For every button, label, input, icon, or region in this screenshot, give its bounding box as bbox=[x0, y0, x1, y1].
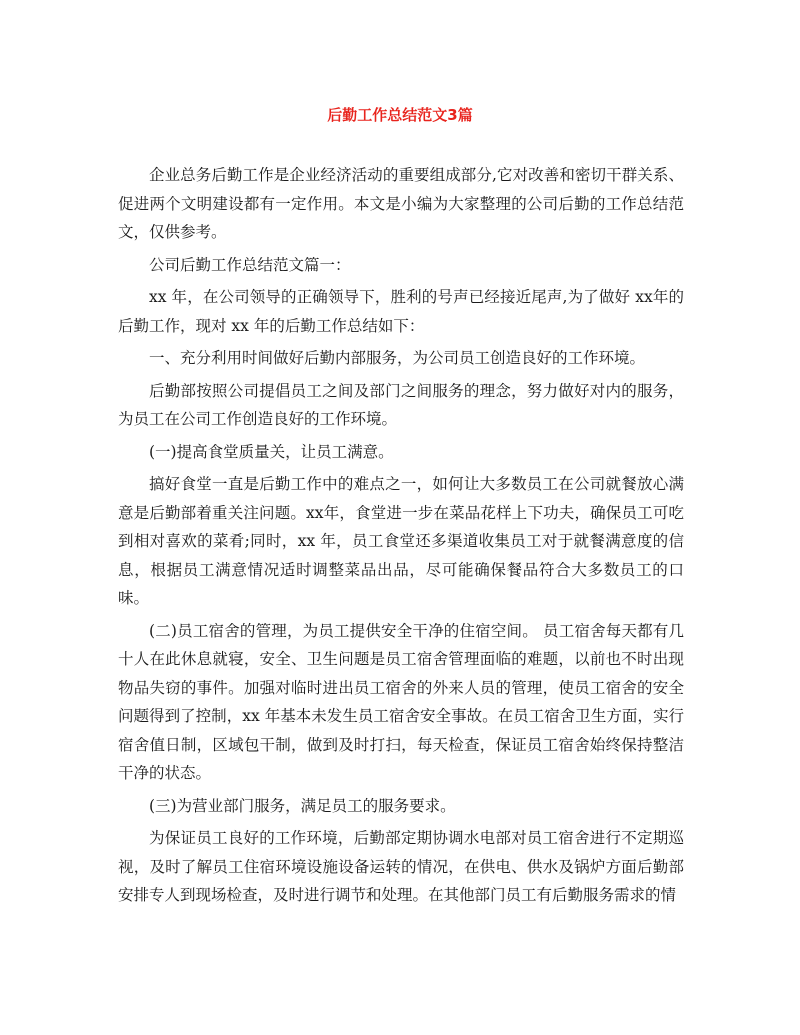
section-heading-part-one: 公司后勤工作总结范文篇一： bbox=[149, 255, 351, 274]
document-title: 后勤工作总结范文3篇 bbox=[327, 106, 473, 124]
subsection-heading-canteen: (一)提高食堂质量关，让员工满意。 bbox=[149, 442, 394, 461]
body-paragraph: 搞好食堂一直是后勤工作中的难点之一，如何让大多数员工在公司就餐放心满意是后勤部着重关注问题。xx年，食堂进一步在菜品花样上下功夫，确保员工可吃到相对喜欢的菜肴;同时，xx 年，员工食堂还多渠道收集员工对于就餐满意度的信息，根据员工满意情况适时调整菜品出品，尽可能确保餐品符合大多数员工的口味。 bbox=[118, 475, 684, 607]
section-heading-one: 一、充分利用时间做好后勤内部服务，为公司员工创造良好的工作环境。 bbox=[149, 349, 646, 367]
body-paragraph: xx 年，在公司领导的正确领导下，胜利的号声已经接近尾声,为了做好 xx年的后勤工作，现对 xx 年的后勤工作总结如下： bbox=[118, 288, 684, 335]
subsection-heading-dormitory: (二)员工宿舍的管理，为员工提供安全干净的住宿空间。 员工宿舍每天都有几十人在此休息就寝，安全、卫生问题是员工宿舍管理面临的难题，以前也不时出现物品失窃的事件。加强对临时进出员工宿舍的外来人员的管理，使员工宿舍的安全问题得到了控制，xx 年基本未发生员工宿舍安全事故。在员工宿舍卫生方面，实行宿舍值日制，区域包干制，做到及时打扫，每天检查，保证员工宿舍始终保持整洁干净的状态。 bbox=[118, 621, 684, 782]
intro-paragraph: 企业总务后勤工作是企业经济活动的重要组成部分,它对改善和密切干群关系、促进两个文明建设都有一定作用。本文是小编为大家整理的公司后勤的工作总结范文，仅供参考。 bbox=[118, 166, 684, 241]
document-body bbox=[118, 161, 684, 914]
body-paragraph: 后勤部按照公司提倡员工之间及部门之间服务的理念，努力做好对内的服务，为员工在公司工作创造良好的工作环境。 bbox=[118, 381, 684, 428]
body-paragraph: 为保证员工良好的工作环境，后勤部定期协调水电部对员工宿舍进行不定期巡视，及时了解员工住宿环境设施设备运转的情况，在供电、供水及锅炉方面后勤部安排专人到现场检查，及时进行调节和处理。在其他部门员工有后勤服务需求的情 bbox=[118, 829, 684, 904]
subsection-heading-business-service: (三)为营业部门服务，满足员工的服务要求。 bbox=[149, 796, 456, 815]
